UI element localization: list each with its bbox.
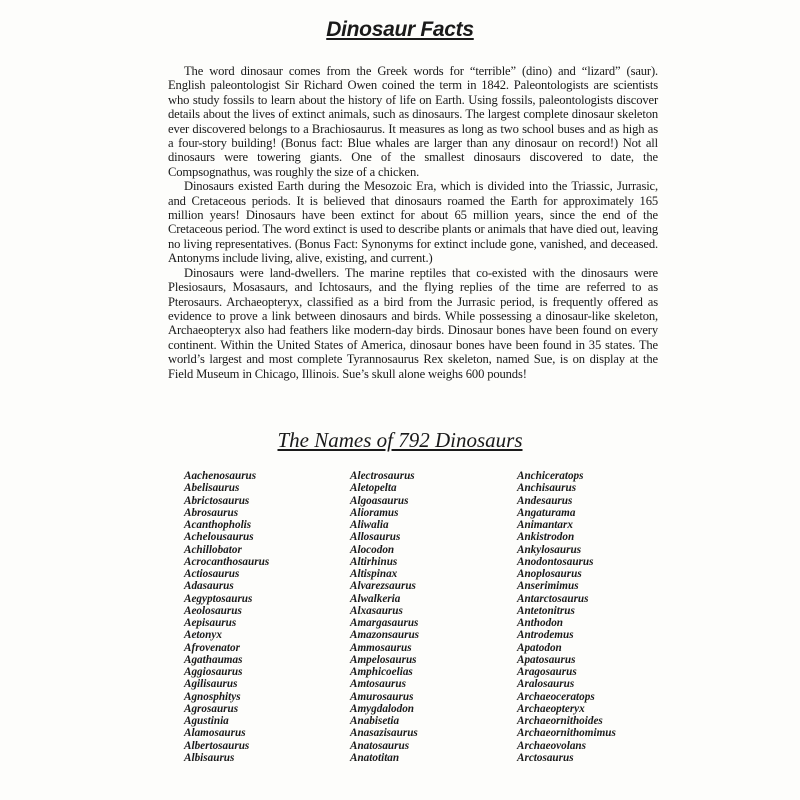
dinosaur-name: Aachenosaurus xyxy=(184,470,257,482)
dinosaur-name: Anatotitan xyxy=(350,751,400,764)
dinosaur-name: Ankylosaurus xyxy=(517,543,582,556)
facts-paragraph-3: Dinosaurs were land-dwellers. The marine reptiles that co-existed with the dinosaurs were Plesiosaurs, Mosasaurs, and Ichtosaurs, and the flying replies of the time are referred to as Pterosaurs. Archaeopteryx, classified as a bird from the Jurrasic period, is frequently offered as evidence to prove a link between dinosaurs and birds. While possessing a dinosaur-like skeleton, Archaeopteryx also had feathers like modern-day birds. Dinosaur bones have been found on every continent. Within the United States of America, dinosaur bones have been found in 35 states. The world’s largest and most complete Tyrannosaurus Rex skeleton, named Sue, is on display at the Field Museum in Chicago, Illinois. Sue’s skull alone weighs 600 pounds! xyxy=(168,265,658,381)
dinosaur-name: Anchisaurus xyxy=(517,482,577,495)
dinosaur-name: Anoplosaurus xyxy=(517,568,582,580)
names-column-2 xyxy=(350,470,419,764)
dinosaur-name: Agrosaurus xyxy=(184,702,239,715)
dinosaur-name: Abelisaurus xyxy=(184,482,240,495)
dinosaur-name: Anatosaurus xyxy=(350,739,410,752)
dinosaur-name: Alvarezsaurus xyxy=(350,580,416,593)
dinosaur-name: Aliwalia xyxy=(350,519,389,531)
dinosaur-name: Aeolosaurus xyxy=(184,604,242,617)
dinosaur-name: Aetonyx xyxy=(184,629,222,642)
dinosaur-name: Ankistrodon xyxy=(517,531,575,544)
dinosaur-name: Agnosphitys xyxy=(184,690,241,703)
dinosaur-name: Agustinia xyxy=(184,715,229,727)
names-heading: The Names of 792 Dinosaurs xyxy=(277,428,523,452)
dinosaur-name: Anthodon xyxy=(517,617,564,629)
facts-paragraph-2: Dinosaurs existed Earth during the Mesozoic Era, which is divided into the Triassic, Jurrasic, and Cretaceous periods. It is believed that dinosaurs roamed the Earth for approximately 165 million years! Dinosaurs have been extinct for about 65 million years, since the end of the Cretaceous period. The word extinct is used to describe plants or animals that have died out, leaving no living representatives. (Bonus Fact: Synonyms for extinct include gone, vanished, and deceased. Antonyms include living, alive, existing, and current.) xyxy=(168,179,658,266)
dinosaur-name: Algoasaurus xyxy=(350,494,409,507)
dinosaur-name: Albertosaurus xyxy=(184,739,250,752)
dinosaur-name: Anodontosaurus xyxy=(517,555,594,568)
dinosaur-name: Acrocanthosaurus xyxy=(184,555,270,568)
dinosaur-name: Agathaumas xyxy=(184,653,243,666)
dinosaur-name: Aggiosaurus xyxy=(184,666,243,678)
dinosaur-name: Amygdalodon xyxy=(350,702,415,715)
names-column-3 xyxy=(517,470,616,764)
dinosaur-name: Afrovenator xyxy=(184,641,240,654)
dinosaur-name: Anserimimus xyxy=(517,580,579,593)
dinosaur-name: Albisaurus xyxy=(184,751,235,764)
dinosaur-name: Abrictosaurus xyxy=(184,494,250,507)
dinosaur-name: Acanthopholis xyxy=(184,519,252,531)
dinosaur-name: Achillobator xyxy=(184,543,242,556)
dinosaur-name: Altispinax xyxy=(350,568,398,580)
dinosaur-name: Amurosaurus xyxy=(350,690,414,703)
dinosaur-name: Aepisaurus xyxy=(184,617,237,629)
dinosaur-name: Animantarx xyxy=(517,519,573,531)
dinosaur-name: Alocodon xyxy=(350,543,395,556)
dinosaur-name: Adasaurus xyxy=(184,580,234,593)
facts-paragraph-1: The word dinosaur comes from the Greek words for “terrible” (dino) and “lizard” (saur). English paleontologist Sir Richard Owen coined the term in 1842. Paleontologists are scientists who study fossils to learn about the history of life on Earth. Using fossils, paleontologists discover details about the lives of extinct animals, such as dinosaurs. The largest complete dinosaur skeleton ever discovered belongs to a Brachiosaurus. It measures as long as two school buses and as high as a four-story building! (Bonus fact: Blue whales are larger than any dinosaur on record!) Not all dinosaurs were towering giants. One of the smallest dinosaurs discovered to date, the Compsognathus, was roughly the size of a chicken. xyxy=(168,64,658,179)
dinosaur-name: Abrosaurus xyxy=(184,506,239,519)
dinosaur-name: Alwalkeria xyxy=(350,592,401,605)
dinosaur-name: Angaturama xyxy=(517,506,576,519)
dinosaur-name: Archaeovolans xyxy=(517,739,586,752)
dinosaur-name: Aletopelta xyxy=(350,482,397,495)
dinosaur-name: Apatosaurus xyxy=(517,653,576,666)
dinosaur-name: Aragosaurus xyxy=(517,666,577,678)
dinosaur-name: Amazonsaurus xyxy=(350,629,420,642)
dinosaur-name: Antrodemus xyxy=(517,629,574,642)
dinosaur-name: Andesaurus xyxy=(517,494,573,507)
dinosaur-name: Apatodon xyxy=(517,641,562,654)
dinosaur-name: Amphicoelias xyxy=(350,666,413,678)
facts-body xyxy=(168,64,658,381)
dinosaur-name: Ampelosaurus xyxy=(350,653,417,666)
dinosaur-name: Agilisaurus xyxy=(184,678,238,691)
dinosaur-name: Altirhinus xyxy=(350,555,398,568)
dinosaur-name: Anchiceratops xyxy=(517,470,584,482)
dinosaur-name: Ammosaurus xyxy=(350,641,412,654)
dinosaur-name: Aralosaurus xyxy=(517,678,575,691)
dinosaur-name: Archaeopteryx xyxy=(517,702,585,715)
dinosaur-name: Archaeoceratops xyxy=(517,690,595,703)
dinosaur-name: Antetonitrus xyxy=(517,604,575,617)
dinosaur-name: Achelousaurus xyxy=(184,531,254,544)
dinosaur-name: Alamosaurus xyxy=(184,727,246,740)
names-column-1 xyxy=(184,470,269,764)
dinosaur-name: Arctosaurus xyxy=(517,751,574,764)
dinosaur-name: Alioramus xyxy=(350,506,399,519)
page-title: Dinosaur Facts xyxy=(326,18,474,41)
dinosaur-name: Archaeornithoides xyxy=(517,715,603,727)
dinosaur-name: Archaeornithomimus xyxy=(517,727,616,740)
dinosaur-name: Alxasaurus xyxy=(350,604,403,617)
dinosaur-name: Alectrosaurus xyxy=(350,470,415,482)
dinosaur-name: Allosaurus xyxy=(350,531,401,544)
dinosaur-name: Anasazisaurus xyxy=(350,727,418,740)
dinosaur-name: Aegyptosaurus xyxy=(184,592,253,605)
dinosaur-name: Amtosaurus xyxy=(350,678,406,691)
dinosaur-name: Amargasaurus xyxy=(350,617,419,629)
dinosaur-name: Antarctosaurus xyxy=(517,592,589,605)
dinosaur-name: Actiosaurus xyxy=(184,568,240,580)
dinosaur-name: Anabisetia xyxy=(350,715,400,727)
